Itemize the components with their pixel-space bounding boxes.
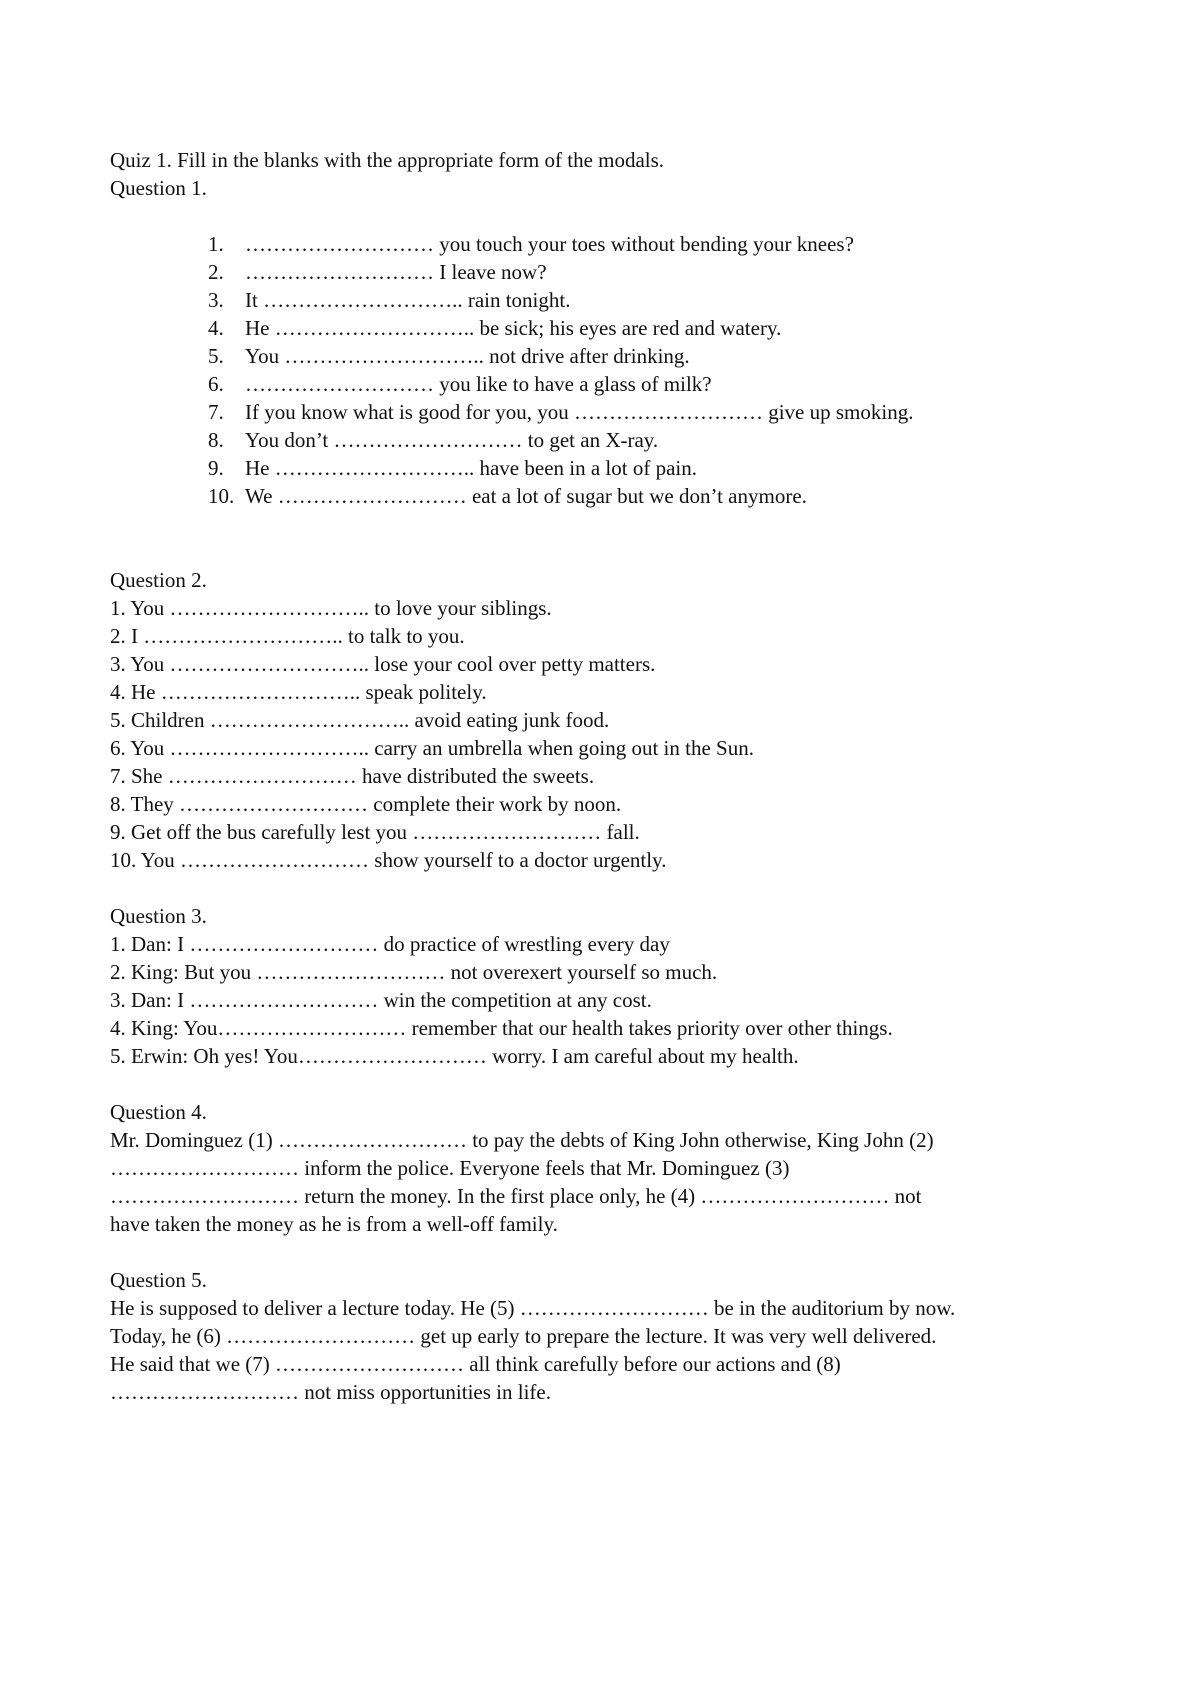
question-1-item	[208, 258, 1110, 286]
question-2-item: 7. She ……………………… have distributed the sweets.	[110, 764, 595, 788]
question-1-heading: Question 1.	[110, 176, 207, 200]
question-3-item: 4. King: You……………………… remember that our health takes priority over other things.	[110, 1016, 893, 1040]
quiz-content	[110, 146, 1110, 1406]
question-3-heading: Question 3.	[110, 904, 207, 928]
item-number: 6.	[208, 372, 224, 396]
item-text: ……………………… you touch your toes without bending your knees?	[245, 232, 854, 256]
item-text: ……………………… you like to have a glass of milk?	[245, 372, 712, 396]
question-5-line: ……………………… not miss opportunities in life.	[110, 1380, 551, 1404]
item-text: We ……………………… eat a lot of sugar but we don’t anymore.	[245, 484, 807, 508]
item-number: 1.	[208, 232, 224, 256]
item-number: 10.	[208, 484, 235, 508]
section-spacer	[110, 874, 1110, 902]
question-5-line: Today, he (6) ……………………… get up early to prepare the lecture. It was very well delivered.	[110, 1324, 937, 1348]
item-number: 2.	[208, 260, 224, 284]
question-1-item	[208, 398, 1110, 426]
item-number: 4.	[208, 316, 224, 340]
item-number: 9.	[208, 456, 224, 480]
question-2-item: 8. They ……………………… complete their work by noon.	[110, 792, 622, 816]
question-4-line: Mr. Dominguez (1) ……………………… to pay the debts of King John otherwise, King John (2)	[110, 1128, 934, 1152]
section-spacer	[110, 510, 1110, 566]
item-text: You don’t ……………………… to get an X-ray.	[245, 428, 659, 452]
question-2-item: 9. Get off the bus carefully lest you ……………………… fall.	[110, 820, 640, 844]
question-5-line: He said that we (7) ……………………… all think carefully before our actions and (8)	[110, 1352, 841, 1376]
question-1-item	[208, 342, 1110, 370]
item-text: If you know what is good for you, you ……………………… give up smoking.	[245, 400, 914, 424]
question-2-item: 10. You ……………………… show yourself to a doctor urgently.	[110, 848, 667, 872]
question-5-heading: Question 5.	[110, 1268, 207, 1292]
question-1-item	[208, 454, 1110, 482]
section-spacer	[110, 1070, 1110, 1098]
item-text: He ……………………….. have been in a lot of pain.	[245, 456, 697, 480]
question-3-item: 3. Dan: I ……………………… win the competition at any cost.	[110, 988, 652, 1012]
item-number: 7.	[208, 400, 224, 424]
question-2-item: 2. I ……………………….. to talk to you.	[110, 624, 465, 648]
question-1-item	[208, 482, 1110, 510]
question-1-item	[208, 286, 1110, 314]
question-4-heading: Question 4.	[110, 1100, 207, 1124]
question-2-item: 4. He ……………………….. speak politely.	[110, 680, 487, 704]
question-3-item: 1. Dan: I ……………………… do practice of wrestling every day	[110, 932, 670, 956]
question-1-list	[110, 230, 1110, 510]
question-2-item: 1. You ……………………….. to love your siblings.	[110, 596, 552, 620]
question-2-item: 5. Children ……………………….. avoid eating junk food.	[110, 708, 610, 732]
question-3-item: 2. King: But you ……………………… not overexert yourself so much.	[110, 960, 718, 984]
question-1-item	[208, 314, 1110, 342]
item-text: It ……………………….. rain tonight.	[245, 288, 571, 312]
question-2-item: 3. You ……………………….. lose your cool over petty matters.	[110, 652, 656, 676]
question-2-heading: Question 2.	[110, 568, 207, 592]
item-text: ……………………… I leave now?	[245, 260, 547, 284]
question-1-item	[208, 426, 1110, 454]
item-number: 3.	[208, 288, 224, 312]
section-spacer	[110, 1238, 1110, 1266]
question-1-item	[208, 230, 1110, 258]
quiz-title: Quiz 1. Fill in the blanks with the appropriate form of the modals.	[110, 148, 665, 172]
item-number: 8.	[208, 428, 224, 452]
question-4-line: ……………………… return the money. In the first place only, he (4) ……………………… not	[110, 1184, 922, 1208]
question-4-line: ……………………… inform the police. Everyone feels that Mr. Dominguez (3)	[110, 1156, 790, 1180]
question-1-item	[208, 370, 1110, 398]
question-2-item: 6. You ……………………….. carry an umbrella when going out in the Sun.	[110, 736, 754, 760]
question-4-line: have taken the money as he is from a well-off family.	[110, 1212, 558, 1236]
question-3-item: 5. Erwin: Oh yes! You……………………… worry. I am careful about my health.	[110, 1044, 799, 1068]
item-text: He ……………………….. be sick; his eyes are red and watery.	[245, 316, 782, 340]
item-number: 5.	[208, 344, 224, 368]
question-5-line: He is supposed to deliver a lecture today. He (5) ……………………… be in the auditorium by now.	[110, 1296, 956, 1320]
item-text: You ……………………….. not drive after drinking.	[245, 344, 690, 368]
